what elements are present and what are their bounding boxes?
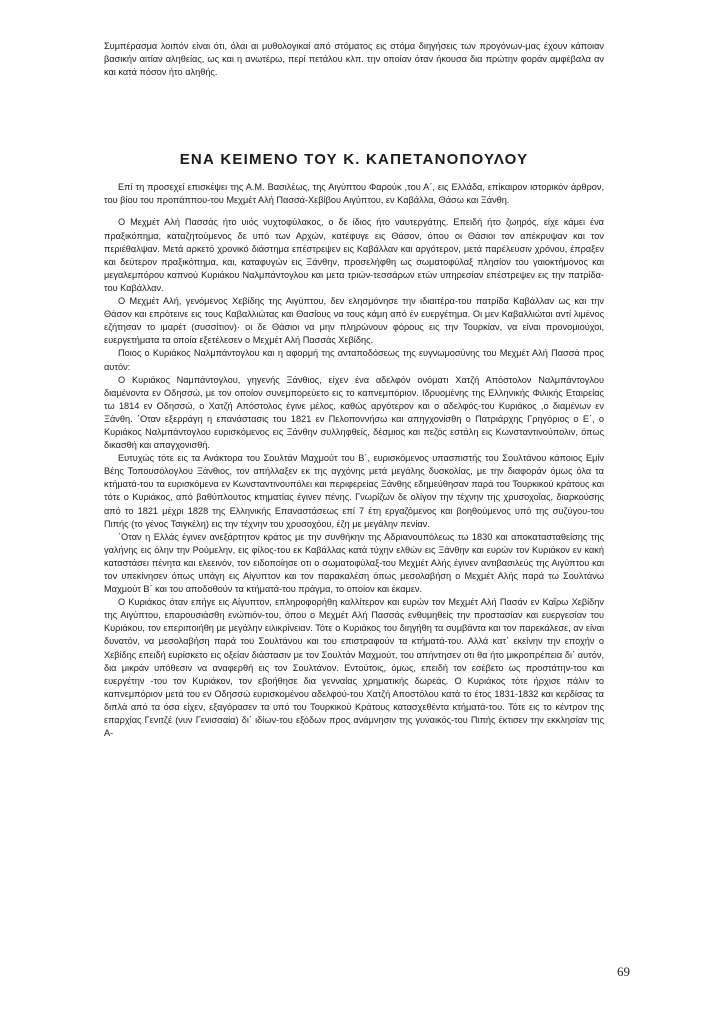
paragraph-origin: Ο Μεχμέτ Αλή Πασσάς ήτο υιός νυχτοφύλακος, ο δε ίδιος ήτο ναυτεργάτης. Επειδή ήτο ζωηρός, είχε κάμει ένα πραξικόπημα, καταζητούμενος δε υπό των Αρχών, κατέφυγε εις Θάσον, όπου οι Θάσιοι τον απέκρυψαν και τον περιέθαλψαν. Μετά αρκετό χρονικό διάστημα επέστρεψεν εις Καβάλλαν και αργότερον, μετά παρέλευσιν χρόνου, έπραξεν και δεύτερον πραξικόπημα, και, καταφυγών εις Ξάνθην, προσελήφθη ως σωματοφύλαξ πλησίον του γαιοκτήμονος και μεγαλεμπόρου καπνού Κυριάκου Ναλμπάντογλου και μετα τριών-τεσσάρων ετών υπηρεσίαν επέστρεψεν εις την πατρίδα-του Καβάλλαν. <box>104 217 604 293</box>
page-number: 69 <box>617 964 630 979</box>
paragraph-rescue: Ευτυχώς τότε εις τα Ανάκτορα του Σουλτάν Μαχμούτ του Β΄, ευρισκόμενος υπασπιστής του Σουλτάνου κάποιος Εμίν Βέης Τοπουσόλογλου Ξάνθιος, τον απήλλαξεν εκ της αγχόνης μετά μεγάλης δυσκολίας, με την διαφοράν όμως όλα τα κτήματά-του τα ευρισκόμενα εν Κωνσταντινουπόλει και περιφερείας Ξάνθης εδημεύθησαν παρά του Τουρκικού κράτους και τότε ο Κυριάκος, από βαθύπλουτος κτηματίας έγινεν πένης. Γνωρίζων δε ολίγον την τέχνην της χρυσοχοΐας, διαρκούσης από το 1821 μέχρι 1828 της Ελληνικής Επαναστάσεως επί 7 έτη εργαζόμενος και βοηθούμενος υπό της συζύγου-του Πιπής (το γένος Τσιγκέλη) εις την τέχνην του χρυσοχόου, έζη με μεγάλην πενίαν. <box>104 453 604 529</box>
paragraph-egypt: Ο Κυριάκος όταν επήγε εις Αίγυπτον, επληροφορήθη καλλίτερον και ευρών τον Μεχμέτ Αλή Πασάν εν Καΐρω Χεβίδην της Αιγύπτου, επαρουσιάσθη ενώπιόν-του, όπου ο Μεχμέτ Αλή Πασσάς ενθυμηθείς την προστασίαν και ευεργεσίαν του Κυριάκου, τον επεριποιήθη με μεγάλην ειλικρίνειαν. Τότε ο Κυριάκος του διηγήθη τα συμβάντα και τον παρεκάλεσε, αν είναι δυνατόν, να μεσολαβήση παρά του Σουλτάνου και του επιστραφούν τα κτήματά-του. Αλλά κατ΄ εκείνην την εποχήν ο Χεβίδης επειδή ευρίσκετο εις οξείαν διάστασιν με τον Σουλτάν Μαχμούτ, του απήντησεν οτι θα ήτο μικροπρέπεια δι΄ αυτόν, δια μικράν υπόθεσιν να αναφερθή εις τον Σουλτάνον. Εντούτοις, όμως, επειδή τον εσέβετο ως προστάτην-του και ευεργέτην -του τον Κυριάκον, τον εβοήθησε δια γενναίας χρηματικής δωρεάς. Ο Κυριάκος τότε ήρχισε πάλιν το καπνεμπόριον μετά του εν Οδησσώ ευρισκομένου αδελφού-του Χατζή Αποστόλου κατά το έτος 1831-1832 και κερδίσας τα διπλά από τα όσα είχεν, εξαγόρασεν τα υπό του Τουρκικού Κράτους κατασχεθέντα κτήματά-του. Τότε εις το κέντρον της επαρχίας Γενιτζέ (νυν Γενισσαία) δι΄ ιδίων-του εξόδων προς ανάμνησιν της γυναικός-του Πιπής έκτισεν την εκκλησίαν της Α- <box>104 597 604 739</box>
paragraph-khedive: Ο Μεχμέτ Αλή, γενόμενος Χεβίδης της Αιγύπτου, δεν ελησμόνησε την ιδιαιτέρα-του πατρίδα Καβάλλαν ως και την Θάσον και επρότεινε εις τους Καβαλλιώτας και Θασίους να τους κάμη από έν ευεργέτημα. Οι μεν Καβαλλιώται αντί λιμένος εζήτησαν το ιμαρέτ (συσσίτιον)· οι δε Θάσιοι να μην πληρώνουν φόρους εις την Τουρκίαν, να είναι προνομιούχοι, ευεργετήματα τα οποία εξετέλεσεν ο Μεχμέτ Αλή Πασσάς Χεβίδης. <box>104 296 604 346</box>
paragraph-independence: ΄Οταν η Ελλάς έγινεν ανεξάρτητον κράτος με την συνθήκην της Αδριανουπόλεως τω 1830 και αποκατασταθείσης της γαλήνης εις όλην την Ρούμελην, εις φίλος-του εκ Καβάλλας κατά τύχην ελθών εις Ξάνθην και ευρών τον Κυριάκον εν κακή καταστάσει πένητα και ελεεινόν, τον ειδοποίησε οτι ο σωματοφύλαξ-του Μεχμέτ Αλής έγινεν αντιβασιλεύς της Αιγύπτου και τον υπεκίνησεν όπως υπάγη εις Αίγυπτον και τον παρακαλέση όπως μεσολαβήση ο Μεχμέτ Αλής παρά τω Σουλτάνω Μαχμούτ Β΄ και του αποδοθούν τα κτήματά-του πράγμα, το οποίον και έκαμεν. <box>104 531 604 595</box>
paragraph-question: Ποιος ο Κυριάκος Ναλμπάντογλου και η αφορμή της ανταποδόσεως της ευγνωμοσύνης του Μεχμέτ Αλή Πασσά προς αυτόν: <box>104 348 604 372</box>
paragraph-lead: Επί τη προσεχεί επισκέψει της Α.Μ. Βασιλέως, της Αιγύπτου Φαρούκ ,του Α΄, εις Ελλάδα, επίκαιρον ιστορικόν άρθρον, του βίου του προπάππου-του Μεχμέτ Αλή Πασσά-Χεβίβου Αιγύπτου, εν Καβάλλα, Θάσω και Ξάνθη. <box>104 182 604 206</box>
article-title: ΕΝΑ ΚΕΙΜΕΝΟ ΤΟΥ Κ. ΚΑΠΕΤΑΝΟΠΟΥΛΟΥ <box>179 151 529 169</box>
document-page <box>104 40 604 740</box>
paragraph-kyriakos: Ο Κυριάκος Ναμπάντογλου, γηγενής Ξάνθιος, είχεν ένα αδελφόν ονόματι Χατζή Απόστολον Ναλμπάντογλου διαμένοντα εν Οδησσώ, με τον οποίον συνεμπορεύετο εις το καπνεμπόριον. Ιδρυομένης της Ελληνικής Φιλικής Εταιρείας τω 1814 εν Οδησσώ, ο Χατζή Απόστολος έγινε μέλος, καθώς αργότερον και ο αδελφός-του Κυριάκος ,ο διαμένων εν Ξάνθη. ΄Οταν εξερράγη η επανάστασις του 1821 εν Πελοποννήσω και απηγχονίσθη ο Πατριάρχης Γρηγόριος ο Ε΄, ο Κυριάκος Ναλμπάντογλου ευρισκόμενος εις Ξάνθην συλληφθείς, δέσμιος και πεζός εστάλη εις Κωνσταντινούπολιν, όπως δικασθή και απαγχονισθή. <box>104 374 604 451</box>
intro-paragraph: Συμπέρασμα λοιπόν είναι ότι, όλαι αι μυθολογικαί από στόματος εις στόμα διηγήσεις των προγόνων-μας έχουν κάποιαν βασικήν αιτίαν αληθείας, ως και η ανωτέρω, περί πετάλου κλπ. την οποίαν όταν ήκουσα δια πρώτην φοράν αμφέβαλα αν και κατά πόσον ήτο αληθής. <box>104 41 604 78</box>
